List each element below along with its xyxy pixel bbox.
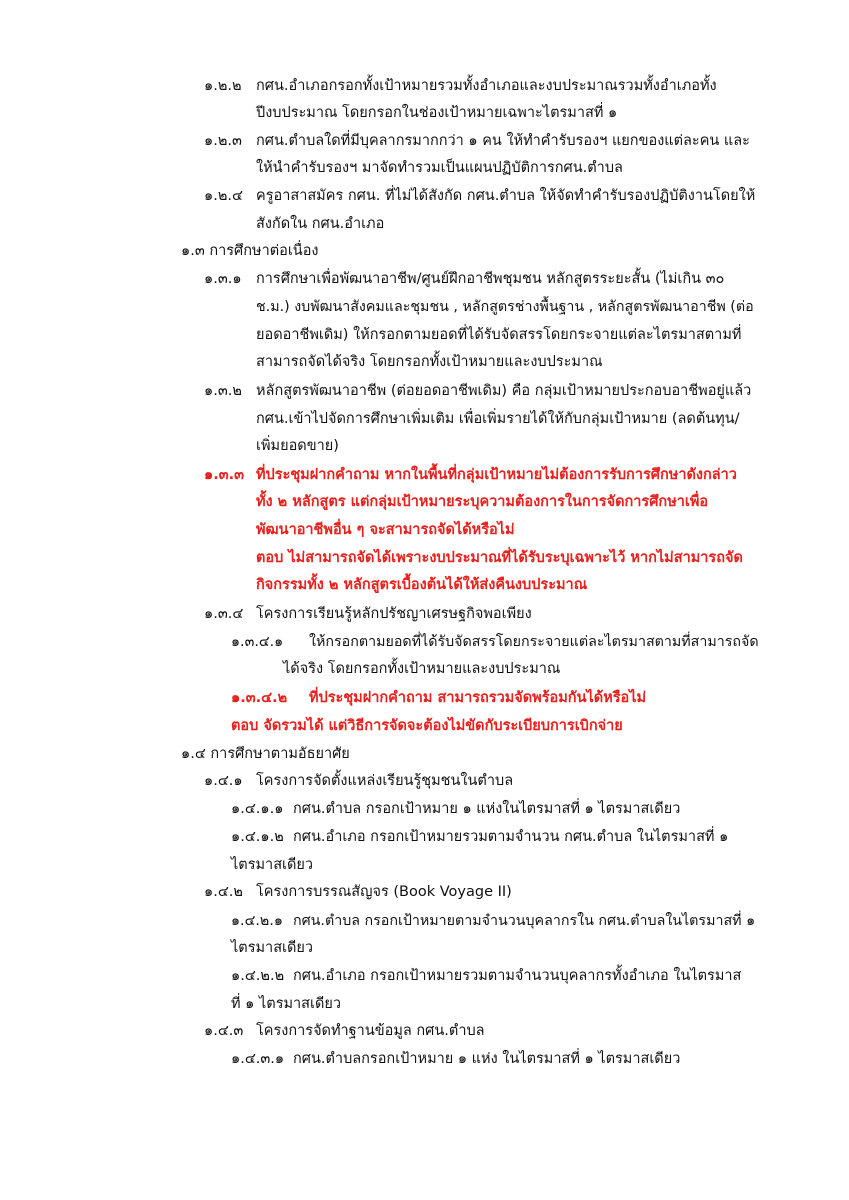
item-text: ให้กรอกตามยอดที่ได้รับจัดสรรโดยกระจายแต่ละไตรมาสตามที่สามารถจัด	[309, 634, 759, 650]
item-number: ๑.๔.๓	[204, 1023, 244, 1039]
item-number: ๑.๔.๒.๑	[231, 913, 283, 929]
question-continuation: ทั้ง ๒ หลักสูตร แต่กลุ่มเป้าหมายระบุความต้องการในการจัดการศึกษาเพื่อ	[256, 494, 709, 510]
sub-list-item-continuation: ได้จริง โดยกรอกทั้งเป้าหมายและงบประมาณ	[283, 661, 561, 677]
list-item-continuation: ยอดอาชีพเดิม) ให้กรอกตามยอดที่ได้รับจัดสรรโดยกระจายแต่ละไตรมาสตามที่	[256, 327, 742, 343]
list-item-continuation: ช.ม.) งบพัฒนาสังคมและชุมชน , หลักสูตรช่างพื้นฐาน , หลักสูตรพัฒนาอาชีพ (ต่อ	[256, 299, 754, 315]
sub-list-item-continuation: ที่ ๑ ไตรมาสเดียว	[231, 996, 342, 1012]
item-text: กศน.ตำบล กรอกเป้าหมายตามจำนวนบุคลากรใน กศน.ตำบลในไตรมาสที่ ๑	[293, 913, 756, 929]
list-item	[204, 771, 513, 791]
list-item	[204, 186, 755, 206]
item-text: กศน.อำเภอ กรอกเป้าหมายรวมตามจำนวนบุคลากรทั้งอำเภอ ในไตรมาส	[293, 968, 742, 984]
item-number: ๑.๒.๒	[204, 78, 242, 94]
list-item-continuation: ปีงบประมาณ โดยกรอกในช่องเป้าหมายเฉพาะไตรมาสที่ ๑	[256, 105, 618, 121]
section-heading: ๑.๔ การศึกษาตามอัธยาศัย	[181, 746, 350, 762]
list-item-continuation: เพิ่มยอดขาย)	[256, 438, 339, 454]
list-item	[204, 1021, 485, 1041]
item-number: ๑.๔.๑.๑	[231, 801, 284, 817]
list-item	[204, 76, 717, 96]
item-number: ๑.๔.๑.๒	[231, 829, 284, 845]
sub-list-item	[231, 632, 759, 652]
question-item	[231, 688, 646, 708]
item-number: ๑.๓.๒	[204, 383, 242, 399]
item-number: ๑.๔.๑	[204, 773, 243, 789]
item-text: กศน.ตำบล กรอกเป้าหมาย ๑ แห่งในไตรมาสที่ ๑ ไตรมาสเดียว	[293, 801, 681, 817]
sub-list-item-continuation: ไตรมาสเดียว	[231, 940, 314, 956]
list-item	[204, 604, 532, 624]
item-number: ๑.๓.๓	[204, 467, 245, 483]
item-number: ๑.๓.๔	[204, 606, 244, 622]
question-item	[204, 465, 737, 485]
list-item	[204, 882, 512, 902]
answer-text: ตอบ ไม่สามารถจัดได้เพราะงบประมาณที่ได้รับระบุเฉพาะไว้ หากไม่สามารถจัด	[256, 550, 743, 566]
item-text: กศน.ตำบลใดที่มีบุคลากรมากกว่า ๑ คน ให้ทำคำรับรองฯ แยกของแต่ละคน และ	[256, 133, 750, 149]
section-heading: ๑.๓ การศึกษาต่อเนื่อง	[181, 243, 319, 259]
list-item-continuation: กศน.เข้าไปจัดการศึกษาเพิ่มเติม เพื่อเพิ่มรายได้ให้กับกลุ่มเป้าหมาย (ลดต้นทุน/	[256, 411, 740, 427]
item-number: ๑.๔.๓.๑	[231, 1051, 285, 1067]
item-text: กศน.อำเภอกรอกทั้งเป้าหมายรวมทั้งอำเภอและงบประมาณรวมทั้งอำเภอทั้ง	[256, 78, 717, 94]
item-text: กศน.อำเภอ กรอกเป้าหมายรวมตามจำนวน กศน.ตำบล ในไตรมาสที่ ๑	[293, 829, 729, 845]
item-text: โครงการเรียนรู้หลักปรัชญาเศรษฐกิจพอเพียง	[256, 606, 532, 622]
question-text: ที่ประชุมฝากคำถาม หากในพื้นที่กลุ่มเป้าหมายไม่ต้องการรับการศึกษาดังกล่าว	[256, 467, 737, 483]
list-item-continuation: สังกัดใน กศน.อำเภอ	[256, 216, 385, 232]
answer-text: ตอบ จัดรวมได้ แต่วิธีการจัดจะต้องไม่ขัดกับระเบียบการเบิกจ่าย	[231, 718, 623, 734]
list-item	[204, 269, 724, 289]
sub-list-item	[231, 966, 741, 986]
question-continuation: พัฒนาอาชีพอื่น ๆ จะสามารถจัดได้หรือไม่	[256, 522, 515, 538]
item-text: การศึกษาเพื่อพัฒนาอาชีพ/ศูนย์ฝึกอาชีพชุมชน หลักสูตรระยะสั้น (ไม่เกิน ๓๐	[256, 271, 725, 287]
item-number: ๑.๓.๔.๒	[231, 690, 288, 706]
answer-continuation: กิจกรรมทั้ง ๒ หลักสูตรเบื้องต้นได้ให้ส่งคืนงบประมาณ	[256, 577, 588, 593]
list-item	[204, 131, 750, 151]
list-item-continuation: สามารถจัดได้จริง โดยกรอกทั้งเป้าหมายและงบประมาณ	[256, 354, 603, 370]
sub-list-item	[231, 827, 728, 847]
item-number: ๑.๔.๒.๒	[231, 968, 285, 984]
item-number: ๑.๒.๔	[204, 188, 243, 204]
question-text: ที่ประชุมฝากคำถาม สามารถรวมจัดพร้อมกันได้หรือไม่	[309, 690, 647, 706]
item-number: ๑.๓.๔.๑	[231, 634, 284, 650]
sub-list-item	[231, 799, 680, 819]
item-text: โครงการบรรณสัญจร (Book Voyage II)	[256, 884, 512, 900]
list-item-continuation: ให้นำคำรับรองฯ มาจัดทำรวมเป็นแผนปฏิบัติการกศน.ตำบล	[256, 160, 623, 176]
item-number: ๑.๔.๒	[204, 884, 243, 900]
sub-list-item	[231, 911, 755, 931]
item-text: โครงการจัดทำฐานข้อมูล กศน.ตำบล	[256, 1023, 485, 1039]
sub-list-item	[231, 1049, 680, 1069]
item-text: หลักสูตรพัฒนาอาชีพ (ต่อยอดอาชีพเดิม) คือ กลุ่มเป้าหมายประกอบอาชีพอยู่แล้ว	[256, 383, 752, 399]
item-number: ๑.๒.๓	[204, 133, 242, 149]
item-text: โครงการจัดตั้งแหล่งเรียนรู้ชุมชนในตำบล	[256, 773, 514, 789]
sub-list-item-continuation: ไตรมาสเดียว	[231, 857, 314, 873]
list-item	[204, 381, 751, 401]
item-text: ครูอาสาสมัคร กศน. ที่ไม่ได้สังกัด กศน.ตำบล ให้จัดทำคำรับรองปฏิบัติงานโดยให้	[256, 188, 756, 204]
item-number: ๑.๓.๑	[204, 271, 242, 287]
item-text: กศน.ตำบลกรอกเป้าหมาย ๑ แห่ง ในไตรมาสที่ ๑ ไตรมาสเดียว	[293, 1051, 681, 1067]
